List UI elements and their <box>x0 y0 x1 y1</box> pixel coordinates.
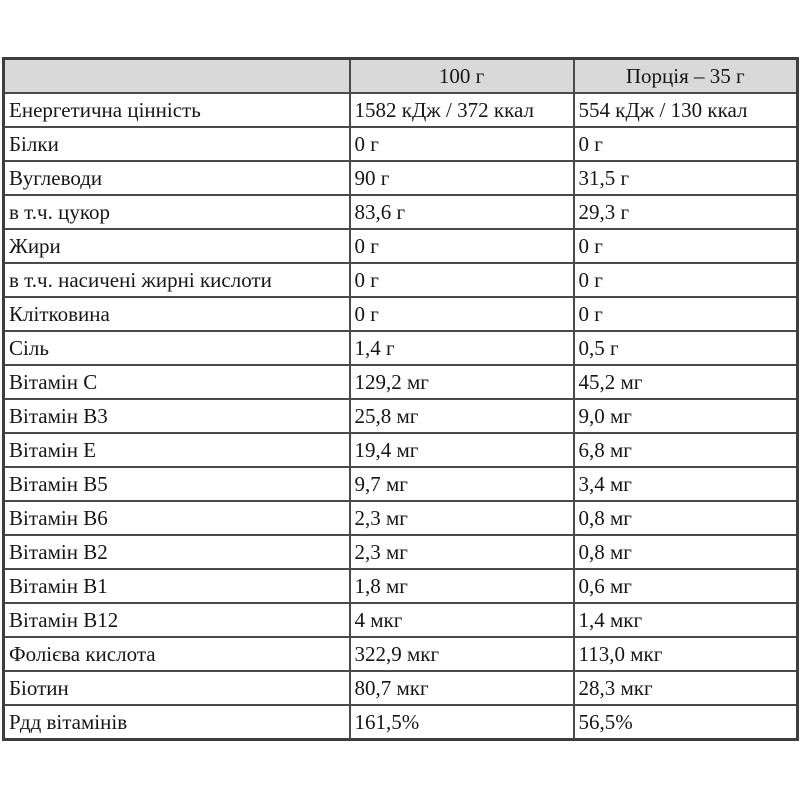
table-row <box>4 161 798 195</box>
value-portion: 0 г <box>574 263 798 297</box>
table-row <box>4 637 798 671</box>
table-row <box>4 433 798 467</box>
value-portion: 554 кДж / 130 ккал <box>574 93 798 127</box>
col-header-100g: 100 г <box>350 59 574 94</box>
value-portion: 0,8 мг <box>574 535 798 569</box>
value-portion: 3,4 мг <box>574 467 798 501</box>
row-label: Жири <box>4 229 350 263</box>
value-100g: 19,4 мг <box>350 433 574 467</box>
row-label: Вітамін B3 <box>4 399 350 433</box>
value-100g: 0 г <box>350 229 574 263</box>
table-row <box>4 127 798 161</box>
value-portion: 6,8 мг <box>574 433 798 467</box>
table-row <box>4 229 798 263</box>
value-portion: 113,0 мкг <box>574 637 798 671</box>
table-row <box>4 501 798 535</box>
row-label: Рдд вітамінів <box>4 705 350 740</box>
row-label: Енергетична цінність <box>4 93 350 127</box>
value-portion: 56,5% <box>574 705 798 740</box>
table-row <box>4 535 798 569</box>
value-portion: 31,5 г <box>574 161 798 195</box>
table-row <box>4 297 798 331</box>
value-100g: 2,3 мг <box>350 501 574 535</box>
value-100g: 80,7 мкг <box>350 671 574 705</box>
value-portion: 28,3 мкг <box>574 671 798 705</box>
row-label: в т.ч. цукор <box>4 195 350 229</box>
row-label: Вітамін B2 <box>4 535 350 569</box>
value-100g: 1,4 г <box>350 331 574 365</box>
value-portion: 0 г <box>574 127 798 161</box>
value-100g: 322,9 мкг <box>350 637 574 671</box>
value-100g: 25,8 мг <box>350 399 574 433</box>
value-100g: 0 г <box>350 297 574 331</box>
value-100g: 0 г <box>350 127 574 161</box>
value-100g: 1,8 мг <box>350 569 574 603</box>
nutrition-table <box>2 57 799 741</box>
value-portion: 0,8 мг <box>574 501 798 535</box>
value-100g: 129,2 мг <box>350 365 574 399</box>
value-100g: 4 мкг <box>350 603 574 637</box>
table-row <box>4 195 798 229</box>
row-label: Вітамін B6 <box>4 501 350 535</box>
row-label: Вітамін B12 <box>4 603 350 637</box>
table-row <box>4 399 798 433</box>
value-portion: 9,0 мг <box>574 399 798 433</box>
table-row <box>4 365 798 399</box>
table-row <box>4 467 798 501</box>
row-label: Вуглеводи <box>4 161 350 195</box>
row-label: Вітамін B5 <box>4 467 350 501</box>
table-row <box>4 93 798 127</box>
value-100g: 161,5% <box>350 705 574 740</box>
value-portion: 0,5 г <box>574 331 798 365</box>
table-row <box>4 705 798 740</box>
row-label: Фолієва кислота <box>4 637 350 671</box>
value-100g: 0 г <box>350 263 574 297</box>
row-label: Вітамін E <box>4 433 350 467</box>
header-row <box>4 59 798 94</box>
value-100g: 9,7 мг <box>350 467 574 501</box>
table-row <box>4 671 798 705</box>
table-row <box>4 569 798 603</box>
value-portion: 1,4 мкг <box>574 603 798 637</box>
row-label: Вітамін C <box>4 365 350 399</box>
table-row <box>4 263 798 297</box>
value-100g: 2,3 мг <box>350 535 574 569</box>
value-portion: 0,6 мг <box>574 569 798 603</box>
value-portion: 0 г <box>574 229 798 263</box>
value-portion: 45,2 мг <box>574 365 798 399</box>
row-label: Білки <box>4 127 350 161</box>
value-100g: 90 г <box>350 161 574 195</box>
col-header-empty <box>4 59 350 94</box>
row-label: Вітамін B1 <box>4 569 350 603</box>
row-label: Біотин <box>4 671 350 705</box>
value-portion: 0 г <box>574 297 798 331</box>
col-header-portion: Порція – 35 г <box>574 59 798 94</box>
value-portion: 29,3 г <box>574 195 798 229</box>
table-row <box>4 603 798 637</box>
value-100g: 1582 кДж / 372 ккал <box>350 93 574 127</box>
value-100g: 83,6 г <box>350 195 574 229</box>
row-label: в т.ч. насичені жирні кислоти <box>4 263 350 297</box>
row-label: Клітковина <box>4 297 350 331</box>
row-label: Сіль <box>4 331 350 365</box>
table-row <box>4 331 798 365</box>
